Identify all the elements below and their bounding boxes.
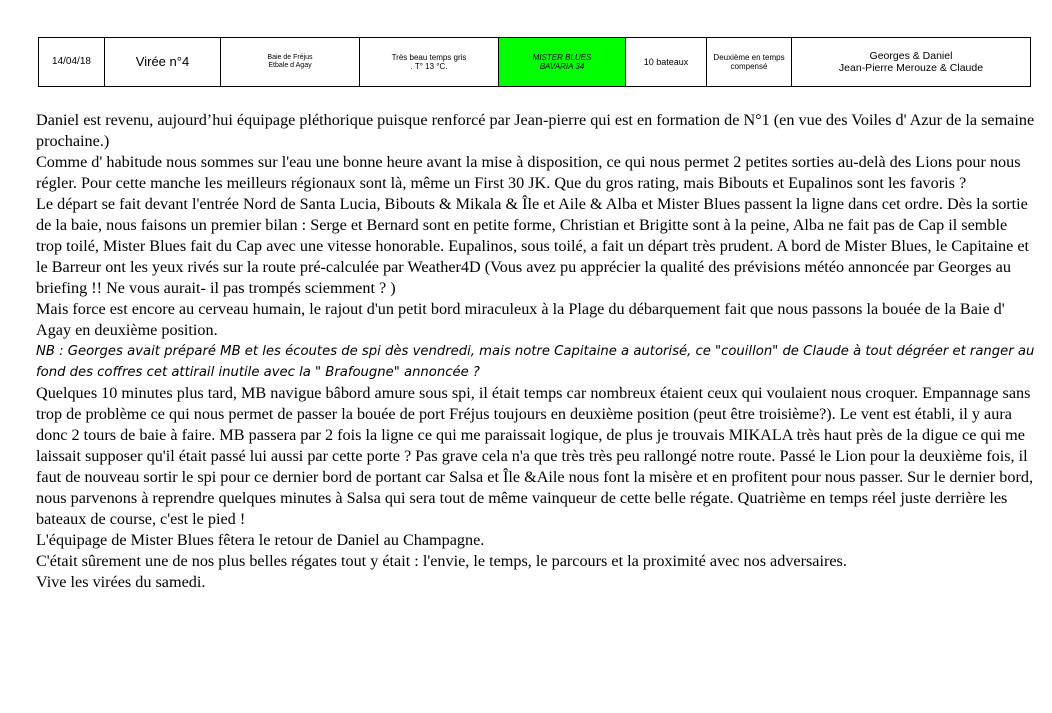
weather-line-2: . T° 13 °C.: [410, 62, 448, 71]
paragraph-champagne: L'équipage de Mister Blues fêtera le retour de Daniel au Champagne.: [36, 531, 485, 549]
result-line-2: compensé: [730, 62, 768, 71]
location-line-2: Etbale d Agay: [268, 62, 312, 69]
paragraph-agay-buoy: Mais force est encore au cerveau humain, le rajout d'un petit bord miraculeux à la Plage du débarquement fait que nous passons la bouée de la Baie d' Agay en deuxième position.: [36, 300, 1005, 339]
regatta-header-table: [38, 37, 1031, 87]
paragraph-closing: Vive les virées du samedi.: [36, 573, 206, 591]
paragraph-note: NB : Georges avait préparé MB et les écoutes de spi dès vendredi, mais notre Capitaine a autorisé, ce "couillon" de Claude à tout dégréer et ranger au fond des coffres cet attirail inutile avec la " Brafougne" annoncée ?: [36, 344, 1035, 380]
paragraph-spinnaker: Quelques 10 minutes plus tard, MB navigue bâbord amure sous spi, il était temps car nombreux étaient ceux qui voulaient nous croquer. Empannage sans trop de problème ce qui nous permet de passer la bouée de port Fréjus toujours en deuxième position (peut être troisième?). Le vent est établi, il y aura donc 2 tours de baie à faire. MB passera par 2 fois la ligne ce qui me paraissait logique, de plus je trouvais MIKALA très haut près de la digue ce qui me laissait supposer qu'il était passé lui aussi par cette porte ? Pas grave cela n'a que très très peu rallongé notre route. Passé le Lion pour la deuxième fois, il faut de nouveau sortir le spi pour ce dernier bord de portant car Salsa et Île &Aile nous font la misère et en profitent pour nous passer. Sur le dernier bord, nous parvenons à reprendre quelques minutes à Salsa qui sera tout de même vainqueur de cette belle régate. Quatrième en temps réel juste derrière les bateaux de course, c'est le pied !: [36, 384, 1034, 528]
crew-line-2: Jean-Pierre Merouze & Claude: [838, 62, 984, 74]
crew-cell: [792, 38, 1031, 87]
weather-line-1: Très beau temps gris: [391, 52, 467, 62]
result-line-1: Deuxième en temps: [713, 52, 785, 62]
viree-cell: Virée n°4: [105, 38, 221, 87]
boat-cell: [499, 38, 626, 87]
location-cell: [221, 38, 360, 87]
boat-model: BAVARIA 34: [539, 62, 585, 71]
paragraph-start: Le départ se fait devant l'entrée Nord de Santa Lucia, Bibouts & Mikala & Île et Aile & Alba et Mister Blues passent la ligne dans cet ordre. Dès la sortie de la baie, nous faisons un premier bilan : Serge et Bernard sont en petite forme, Christian et Brigitte sont à la peine, Alba ne fait pas de Cap il semble trop toilé, Mister Blues fait du Cap avec une vitesse honorable. Eupalinos, sous toilé, a fait un départ très prudent. A bord de Mister Blues, le Capitaine et le Barreur ont les yeux rivés sur la route pré-calculée par Weather4D (Vous avez pu apprécier la qualité des prévisions météo annoncée par Georges au briefing !! Ne vous aurait- il pas trompés sciemment ? ): [36, 195, 1030, 297]
boat-count-cell: 10 bateaux: [626, 38, 707, 87]
crew-line-1: Georges & Daniel: [869, 49, 953, 62]
boat-name: MISTER BLUES: [532, 52, 592, 62]
race-report: [36, 110, 1036, 593]
weather-cell: [360, 38, 499, 87]
header-row: [39, 38, 1031, 87]
paragraph-warmup: Comme d' habitude nous sommes sur l'eau une bonne heure avant la mise à disposition, ce qui nous permet 2 petites sorties au-delà des Lions pour nous régler. Pour cette manche les meilleurs régionaux sont là, même un First 30 JK. Que du gros rating, mais Bibouts et Eupalinos sont les favoris ?: [36, 153, 1021, 192]
paragraph-conclusion: C'était sûrement une de nos plus belles régates tout y était : l'envie, le temps, le parcours et la proximité avec nos adversaires.: [36, 552, 847, 570]
result-cell: [707, 38, 792, 87]
location-line-1: Baie de Fréjus: [267, 53, 313, 61]
paragraph-intro: Daniel est revenu, aujourd’hui équipage pléthorique puisque renforcé par Jean-pierre qui est en formation de N°1 (en vue des Voiles d' Azur de la semaine prochaine.): [36, 111, 1035, 150]
date-cell: 14/04/18: [39, 38, 105, 87]
